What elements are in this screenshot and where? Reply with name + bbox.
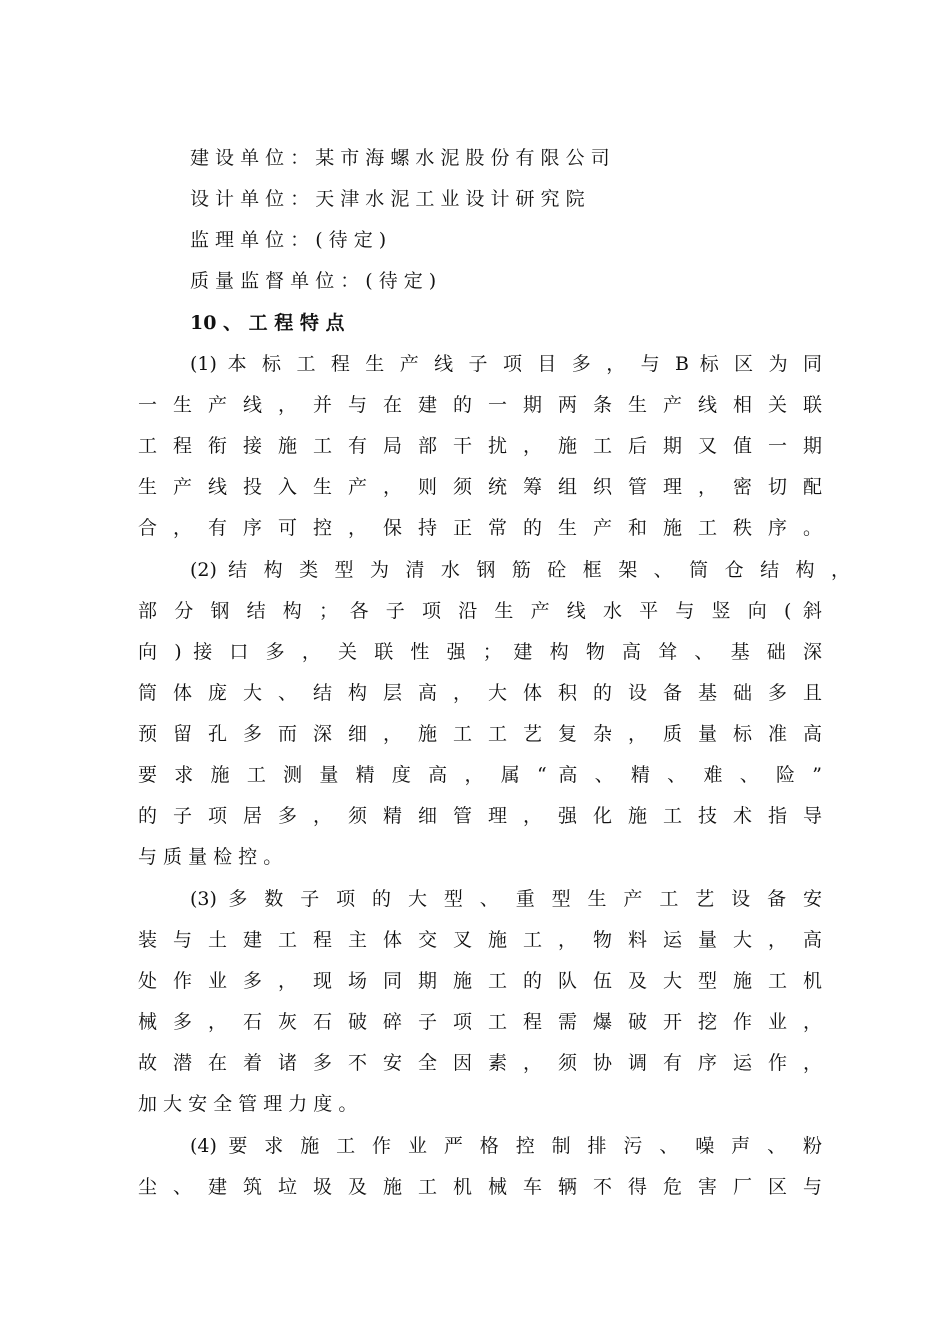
paragraph-3-line: 械 多 ， 石 灰 石 破 碎 子 项 工 程 需 爆 破 开 挖 作 业 ，: [138, 1011, 822, 1033]
supervisor-line: 监 理 单 位 ： ( 待 定 ): [190, 229, 387, 251]
paragraph-3-line: (3) 多 数 子 项 的 大 型 、 重 型 生 产 工 艺 设 备 安: [190, 888, 822, 910]
paragraph-2-line: 部 分 钢 结 构 ； 各 子 项 沿 生 产 线 水 平 与 竖 向 ( 斜: [138, 600, 822, 622]
paragraph-2-line: (2) 结 构 类 型 为 清 水 钢 筋 砼 框 架 、 筒 仓 结 构 ，: [190, 559, 850, 581]
paragraph-2-line: 要 求 施 工 测 量 精 度 高 ， 属 “ 高 、 精 、 难 、 险 ”: [138, 764, 822, 786]
paragraph-1-line: 生 产 线 投 入 生 产 ， 则 须 统 筹 组 织 管 理 ， 密 切 配: [138, 476, 822, 498]
paragraph-2-line: 预 留 孔 多 而 深 细 ， 施 工 工 艺 复 杂 ， 质 量 标 准 高: [138, 723, 822, 745]
paragraph-1-line: 合 ， 有 序 可 控 ， 保 持 正 常 的 生 产 和 施 工 秩 序 。: [138, 517, 822, 539]
quality-supervision-line: 质 量 监 督 单 位 ： ( 待 定 ): [190, 270, 437, 292]
builder-line: 建 设 单 位 ： 某 市 海 螺 水 泥 股 份 有 限 公 司: [190, 147, 610, 169]
paragraph-4-line: 尘 、 建 筑 垃 圾 及 施 工 机 械 车 辆 不 得 危 害 厂 区 与: [138, 1176, 822, 1198]
paragraph-2-line: 筒 体 庞 大 、 结 构 层 高 ， 大 体 积 的 设 备 基 础 多 且: [138, 682, 822, 704]
paragraph-1-line: (1) 本 标 工 程 生 产 线 子 项 目 多 ， 与 B 标 区 为 同: [190, 353, 822, 375]
paragraph-4-line: (4) 要 求 施 工 作 业 严 格 控 制 排 污 、 噪 声 、 粉: [190, 1135, 822, 1157]
designer-line: 设 计 单 位 ： 天 津 水 泥 工 业 设 计 研 究 院: [190, 188, 585, 210]
paragraph-3-line: 故 潜 在 着 诸 多 不 安 全 因 素 ， 须 协 调 有 序 运 作 ，: [138, 1052, 822, 1074]
paragraph-2-line: 与 质 量 检 控 。: [138, 846, 283, 868]
paragraph-3-line: 加 大 安 全 管 理 力 度 。: [138, 1093, 358, 1115]
paragraph-3-line: 处 作 业 多 ， 现 场 同 期 施 工 的 队 伍 及 大 型 施 工 机: [138, 970, 822, 992]
paragraph-3-line: 装 与 土 建 工 程 主 体 交 叉 施 工 ， 物 料 运 量 大 ， 高: [138, 929, 822, 951]
paragraph-2-line: 向 ) 接 口 多 ， 关 联 性 强 ； 建 构 物 高 耸 、 基 础 深: [138, 641, 822, 663]
section-heading: 10 、 工 程 特 点: [190, 312, 345, 334]
paragraph-1-line: 工 程 衔 接 施 工 有 局 部 干 扰 ， 施 工 后 期 又 值 一 期: [138, 435, 822, 457]
paragraph-1-line: 一 生 产 线 ， 并 与 在 建 的 一 期 两 条 生 产 线 相 关 联: [138, 394, 822, 416]
paragraph-2-line: 的 子 项 居 多 ， 须 精 细 管 理 ， 强 化 施 工 技 术 指 导: [138, 805, 822, 827]
